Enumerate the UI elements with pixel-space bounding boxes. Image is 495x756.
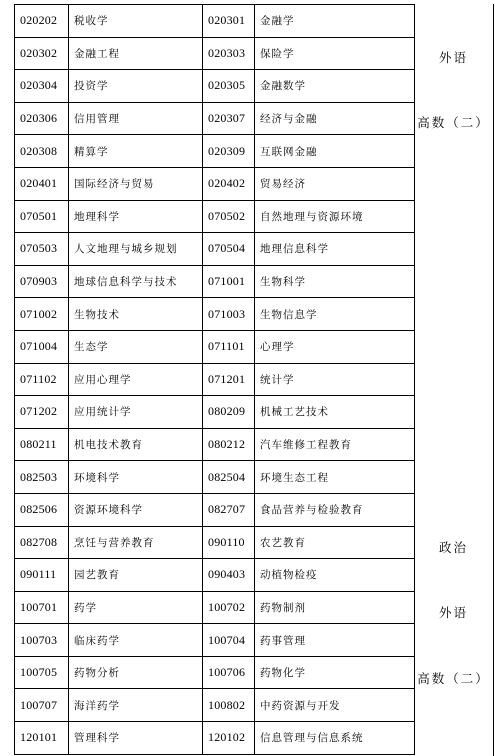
exam-subjects-column — [414, 4, 494, 756]
table-row — [15, 526, 415, 559]
major-code: 020307 — [203, 102, 255, 135]
major-code: 020304 — [15, 70, 69, 103]
subject-foreign-language: 外语 — [438, 605, 468, 620]
major-code: 082506 — [15, 493, 69, 526]
major-name: 药物制剂 — [255, 591, 415, 624]
major-code: 082707 — [203, 493, 255, 526]
table-row — [15, 102, 415, 135]
major-code: 020202 — [15, 5, 69, 38]
table-row — [15, 591, 415, 624]
major-name: 统计学 — [255, 363, 415, 396]
major-code: 080209 — [203, 396, 255, 429]
major-code: 090403 — [203, 559, 255, 592]
major-name: 地理科学 — [69, 200, 203, 233]
major-name: 资源环境科学 — [69, 493, 203, 526]
major-code: 020305 — [203, 70, 255, 103]
major-name: 金融数学 — [255, 70, 415, 103]
table-row — [15, 656, 415, 689]
major-name: 药物分析 — [69, 656, 203, 689]
major-name: 经济与金融 — [255, 102, 415, 135]
major-name: 药事管理 — [255, 624, 415, 657]
major-code: 100802 — [203, 689, 255, 722]
major-code: 071101 — [203, 330, 255, 363]
major-code: 100706 — [203, 656, 255, 689]
table-row — [15, 396, 415, 429]
subject-politics: 政治 — [438, 540, 468, 555]
table-row — [15, 624, 415, 657]
major-name: 保险学 — [255, 37, 415, 70]
major-code: 082503 — [15, 461, 69, 494]
major-name: 地理信息科学 — [255, 233, 415, 266]
table-row — [15, 37, 415, 70]
major-code: 020302 — [15, 37, 69, 70]
major-code: 020303 — [203, 37, 255, 70]
major-name: 投资学 — [69, 70, 203, 103]
major-code: 070502 — [203, 200, 255, 233]
major-name: 烹饪与营养教育 — [69, 526, 203, 559]
major-code: 080211 — [15, 428, 69, 461]
major-code: 071001 — [203, 265, 255, 298]
major-code: 082504 — [203, 461, 255, 494]
major-name: 税收学 — [69, 5, 203, 38]
table-row — [15, 330, 415, 363]
major-name: 应用心理学 — [69, 363, 203, 396]
table-row — [15, 167, 415, 200]
table-row — [15, 135, 415, 168]
major-name: 管理科学 — [69, 722, 203, 755]
major-code: 120101 — [15, 722, 69, 755]
major-code: 020401 — [15, 167, 69, 200]
major-name: 金融工程 — [69, 37, 203, 70]
major-name: 临床药学 — [69, 624, 203, 657]
table-row — [15, 233, 415, 266]
major-code: 100702 — [203, 591, 255, 624]
major-code: 100707 — [15, 689, 69, 722]
major-code: 020301 — [203, 5, 255, 38]
major-code: 071201 — [203, 363, 255, 396]
major-name: 心理学 — [255, 330, 415, 363]
major-code: 100703 — [15, 624, 69, 657]
major-code: 071102 — [15, 363, 69, 396]
major-code: 100704 — [203, 624, 255, 657]
table-row — [15, 5, 415, 38]
major-code: 090111 — [15, 559, 69, 592]
table-row — [15, 70, 415, 103]
major-code: 070504 — [203, 233, 255, 266]
major-name: 国际经济与贸易 — [69, 167, 203, 200]
major-name: 信息管理与信息系统 — [255, 722, 415, 755]
major-code: 020402 — [203, 167, 255, 200]
major-name: 机电技术教育 — [69, 428, 203, 461]
table-row — [15, 559, 415, 592]
major-code: 082708 — [15, 526, 69, 559]
table-row — [15, 461, 415, 494]
major-name: 应用统计学 — [69, 396, 203, 429]
major-code: 070501 — [15, 200, 69, 233]
table-row — [15, 200, 415, 233]
major-name: 地球信息科学与技术 — [69, 265, 203, 298]
major-name: 药物化学 — [255, 656, 415, 689]
major-name: 农艺教育 — [255, 526, 415, 559]
major-name: 贸易经济 — [255, 167, 415, 200]
major-code: 070903 — [15, 265, 69, 298]
major-name: 环境科学 — [69, 461, 203, 494]
major-code: 120102 — [203, 722, 255, 755]
subject-foreign-language: 外语 — [438, 50, 468, 65]
major-name: 环境生态工程 — [255, 461, 415, 494]
table-row — [15, 265, 415, 298]
table-row — [15, 363, 415, 396]
major-code-table — [14, 4, 415, 755]
major-code: 080212 — [203, 428, 255, 461]
major-name: 人文地理与城乡规划 — [69, 233, 203, 266]
major-name: 自然地理与资源环境 — [255, 200, 415, 233]
major-name: 食品营养与检验教育 — [255, 493, 415, 526]
major-name: 互联网金融 — [255, 135, 415, 168]
major-code: 020308 — [15, 135, 69, 168]
major-name: 生态学 — [69, 330, 203, 363]
major-name: 园艺教育 — [69, 559, 203, 592]
major-name: 生物科学 — [255, 265, 415, 298]
table-row — [15, 493, 415, 526]
major-name: 汽车维修工程教育 — [255, 428, 415, 461]
major-code: 100705 — [15, 656, 69, 689]
major-name: 金融学 — [255, 5, 415, 38]
table-row — [15, 722, 415, 755]
major-name: 海洋药学 — [69, 689, 203, 722]
major-name: 信用管理 — [69, 102, 203, 135]
subject-advanced-math-2: 高数（二） — [417, 115, 490, 130]
major-name: 中药资源与开发 — [255, 689, 415, 722]
major-code: 071002 — [15, 298, 69, 331]
major-name: 精算学 — [69, 135, 203, 168]
major-name: 药学 — [69, 591, 203, 624]
major-code: 070503 — [15, 233, 69, 266]
major-code: 020306 — [15, 102, 69, 135]
major-table-body — [15, 5, 415, 755]
major-name: 生物技术 — [69, 298, 203, 331]
major-code: 071202 — [15, 396, 69, 429]
subject-advanced-math-2: 高数（二） — [417, 671, 490, 686]
major-name: 生物信息学 — [255, 298, 415, 331]
major-name: 动植物检疫 — [255, 559, 415, 592]
table-row — [15, 428, 415, 461]
table-row — [15, 298, 415, 331]
major-name: 机械工艺技术 — [255, 396, 415, 429]
major-code: 071003 — [203, 298, 255, 331]
table-row — [15, 689, 415, 722]
major-code: 090110 — [203, 526, 255, 559]
major-code: 071004 — [15, 330, 69, 363]
major-code: 020309 — [203, 135, 255, 168]
major-code: 100701 — [15, 591, 69, 624]
